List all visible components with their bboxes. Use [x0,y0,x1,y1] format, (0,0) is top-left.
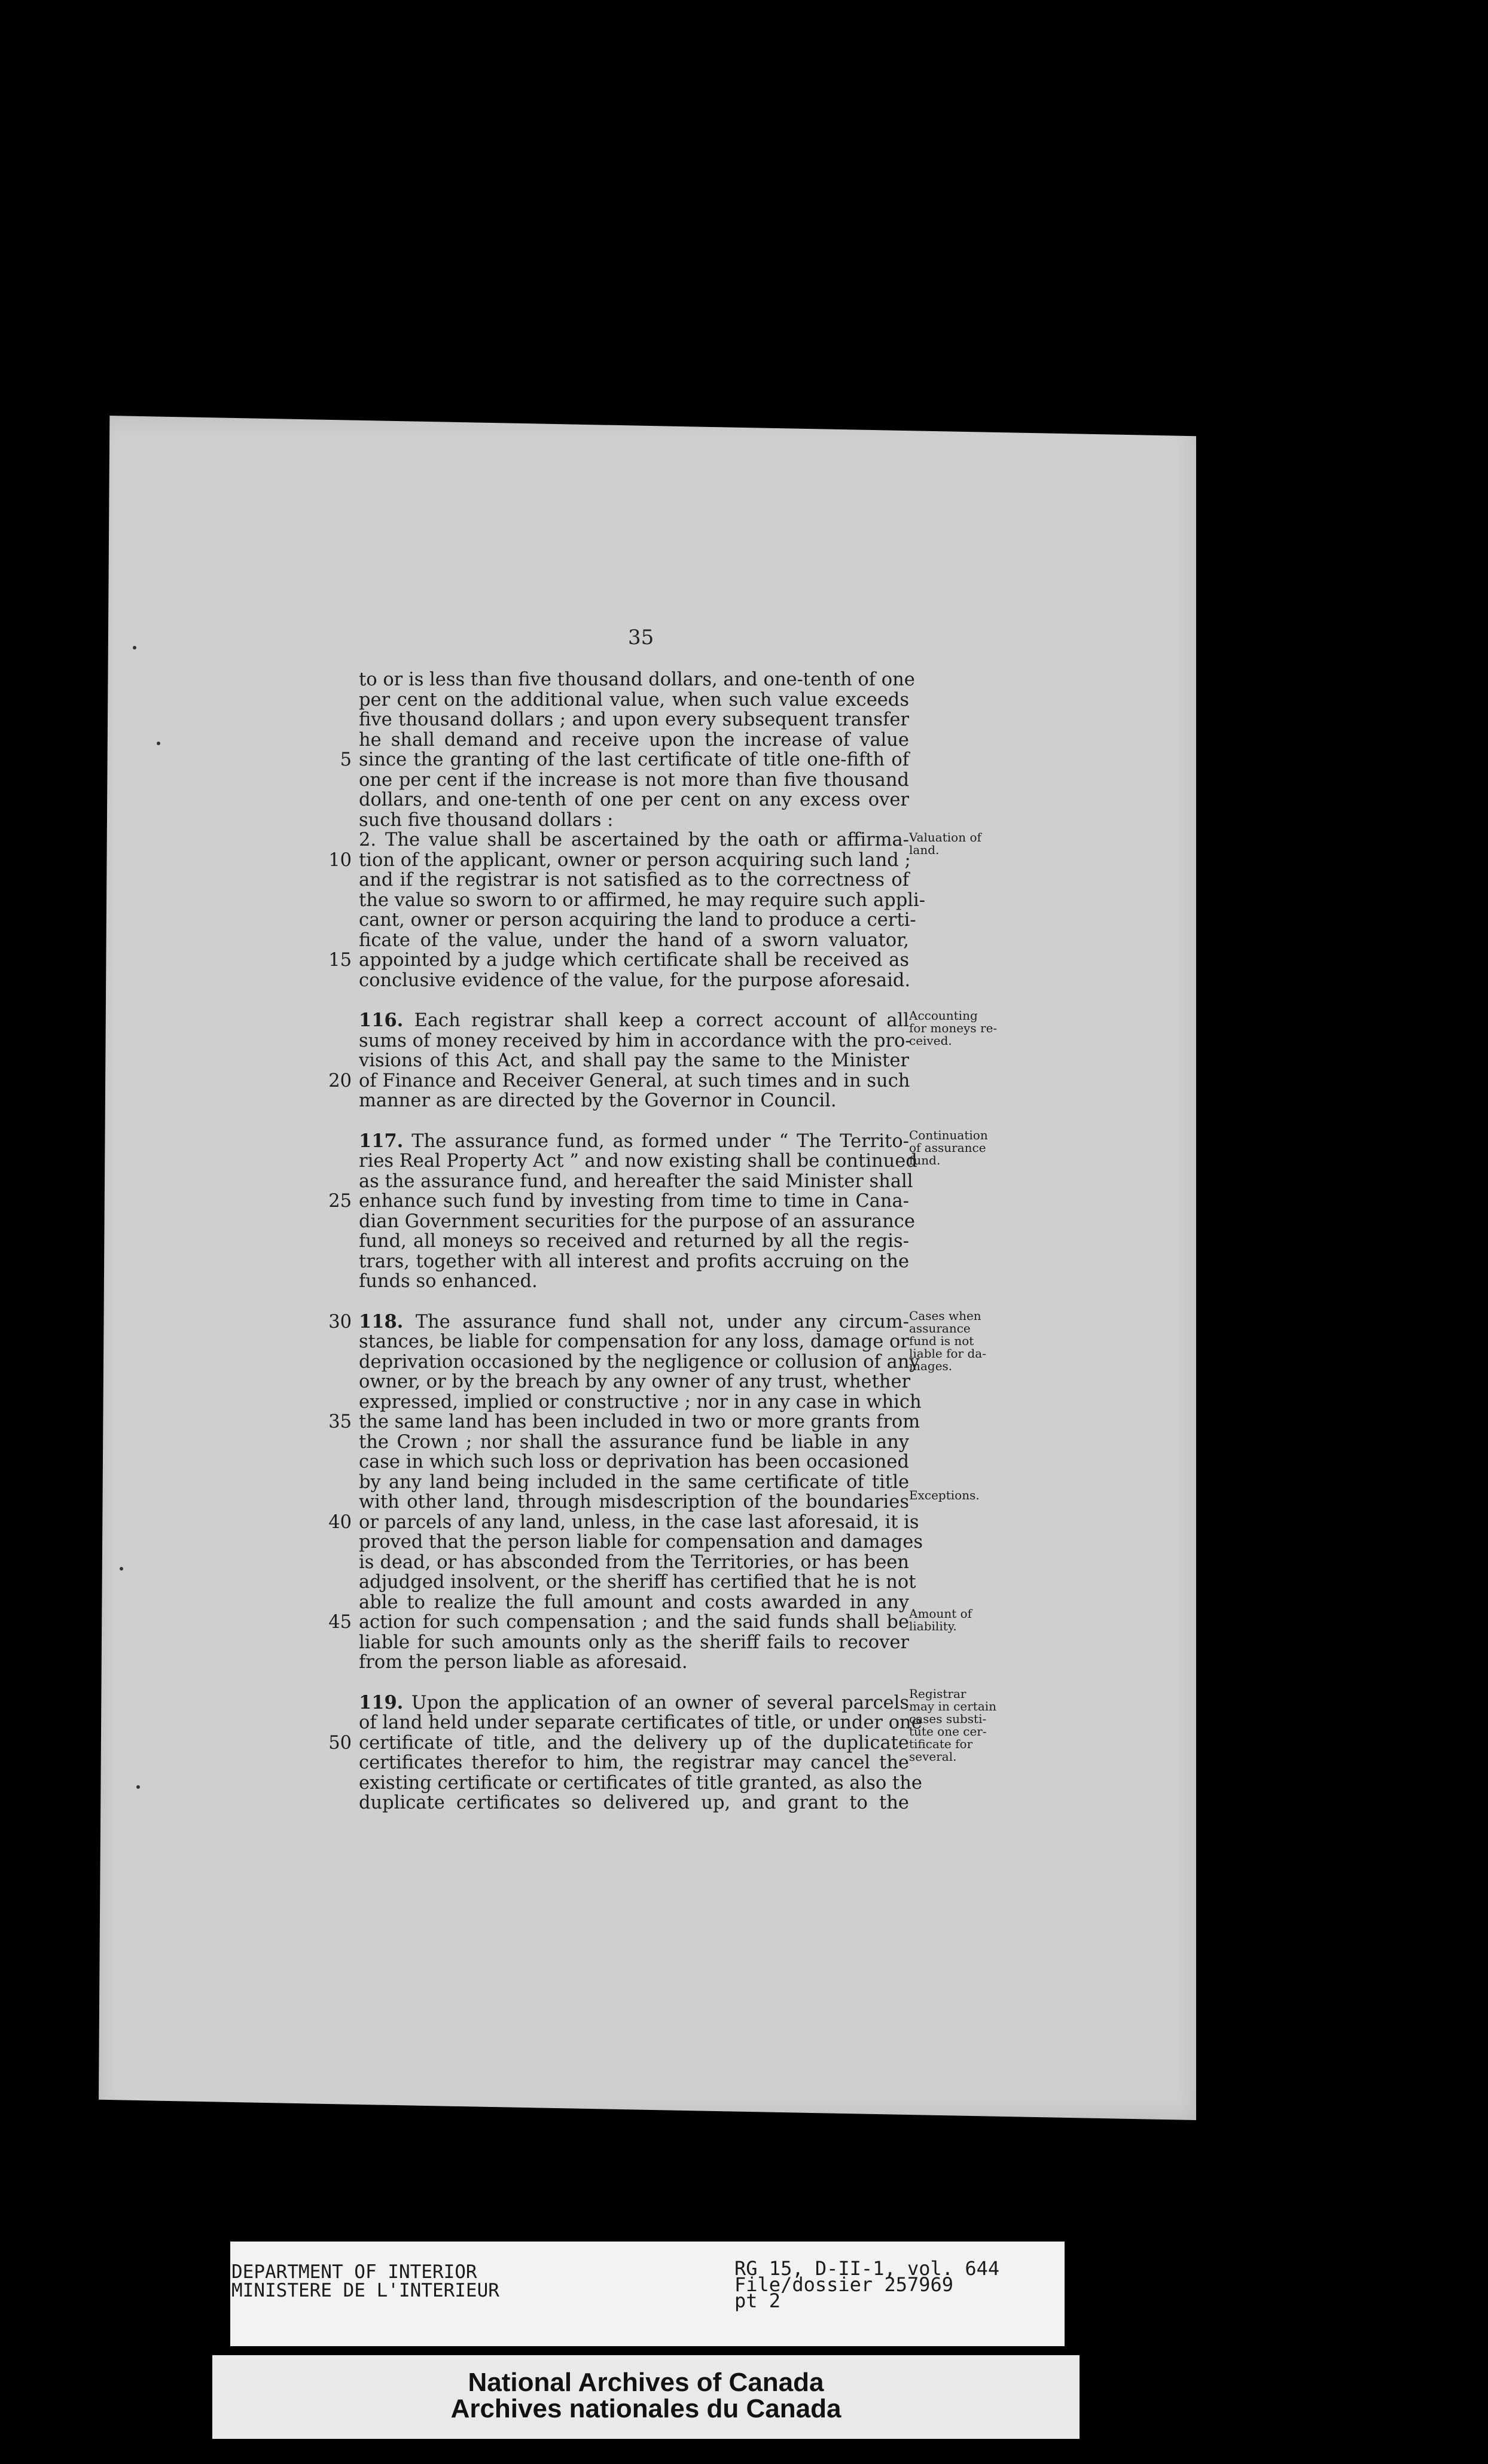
margin-note-line: may in certain [909,1699,997,1713]
line-text [359,1332,909,1352]
text-line [359,1572,916,1593]
margin-note [909,1489,1002,1502]
text-line [359,1432,909,1453]
line-content: adjudged insolvent, or the sheriff has certified that he is not [359,1572,916,1593]
line-content: Each registrar shall keep a correct account of all [414,1010,909,1031]
line-text [359,1553,909,1573]
line-text [359,1031,909,1051]
line-content: from the person liable as aforesaid. [359,1652,688,1673]
line-text [359,730,909,751]
line-number: 10 [328,849,352,871]
page-number: 35 [628,626,654,649]
margin-note [909,831,1002,856]
margin-note [909,1688,1002,1763]
line-text [359,1432,909,1453]
line-text [359,690,909,710]
text-line [328,1411,920,1432]
line-text [359,1091,909,1111]
line-number: 35 [328,1411,352,1432]
text-line [359,1652,909,1673]
paragraph-gap [359,1111,909,1132]
line-content: appointed by a judge which certificate shall be received as [359,950,909,971]
line-content: enhance such fund by investing from time to time in Cana- [359,1191,909,1212]
line-content: The assurance fund shall not, under any circum- [415,1311,909,1332]
text-line [359,790,909,810]
text-line [359,1492,909,1512]
line-content: the same land has been included in two or more grants from [359,1411,920,1432]
text-line [359,1372,909,1392]
margin-note-line: Accounting [909,1008,978,1023]
line-content: and if the registrar is not satisfied as to the correctness of [359,870,909,891]
line-text [359,669,915,690]
section-number: 117. [359,1130,404,1152]
line-number: 45 [328,1612,352,1633]
text-line [359,1391,922,1413]
text-line [328,1191,909,1212]
speck [136,1785,140,1789]
text-line [359,1051,909,1071]
line-content: certificates therefor to him, the registrar may cancel the [359,1752,909,1773]
line-number: 15 [328,950,352,971]
line-content: since the granting of the last certificate of title one-fifth of [359,749,909,770]
section-number: 118. [359,1310,404,1332]
line-text [359,1312,909,1332]
margin-note-line: land. [909,843,940,857]
line-text [359,850,909,871]
line-content: visions of this Act, and shall pay the same to the Minister [359,1050,909,1071]
line-content: as the assurance fund, and hereafter the said Minister shall [359,1170,913,1192]
line-content: action for such compensation ; and the said funds shall be [359,1612,909,1633]
line-content: manner as are directed by the Governor in Council. [359,1090,837,1111]
archives-name-fr: Archives nationales du Canada [450,2394,841,2423]
text-line [359,1472,909,1493]
speck [157,742,160,745]
paragraph-gap [359,1292,909,1312]
text-line [359,889,926,911]
line-content: five thousand dollars ; and upon every subsequent transfer [359,709,909,730]
archives-banner [212,2355,1080,2439]
line-text [359,750,909,770]
line-content: sums of money received by him in accordance with the pro- [359,1030,911,1051]
margin-note-line: Amount of [909,1606,972,1621]
line-text [359,971,909,991]
line-text [359,1210,915,1232]
line-text [359,931,909,951]
text-line [359,810,909,831]
text-line [359,1031,909,1051]
line-text [359,1532,923,1553]
line-content: by any land being included in the same certificate of title [359,1471,909,1493]
section-number: 119. [359,1691,404,1713]
line-text [359,1011,909,1031]
text-line [359,830,909,850]
line-text [359,889,926,911]
line-content: per cent on the additional value, when such value exceeds [359,689,909,710]
line-number: 5 [340,749,352,770]
archives-name-en: National Archives of Canada [468,2368,824,2397]
line-content: case in which such loss or deprivation has been occasioned [359,1451,909,1472]
text-line [359,1151,917,1172]
line-number: 30 [328,1311,352,1332]
text-line [359,770,909,791]
file-reference [734,2257,1000,2312]
text-line [359,669,915,690]
line-content: funds so enhanced. [359,1271,538,1292]
line-text [359,1132,909,1152]
text-line [359,1170,913,1192]
line-text [359,1693,909,1713]
margin-note [909,1010,1002,1047]
margin-note-line: ceived. [909,1033,952,1048]
line-text [359,1452,909,1472]
line-text [359,1231,909,1252]
line-content: tion of the applicant, owner or person acquiring such land ; [359,849,911,871]
margin-note-line: for moneys re- [909,1021,998,1035]
line-number: 25 [328,1191,352,1212]
line-text [359,1633,909,1653]
margin-note-line: tute one cer- [909,1724,987,1739]
text-line [359,1772,922,1794]
text-line [328,1070,910,1091]
text-line [359,1351,920,1373]
text-line [328,950,909,971]
speck [133,646,136,649]
text-line [328,849,911,871]
line-content: trars, together with all interest and profits accruing on the [359,1251,909,1272]
margin-note-line: Exceptions. [909,1488,980,1502]
line-text [359,1612,909,1633]
text-line [328,1612,909,1633]
line-text [359,910,916,931]
text-line [359,1712,922,1733]
line-text [359,1191,909,1212]
margin-note-line: of assurance [909,1140,986,1155]
line-content: the Crown ; nor shall the assurance fund be liable in any [359,1431,909,1453]
line-text [359,810,909,831]
line-text [359,1472,909,1493]
margin-note [909,1608,1002,1633]
line-number: 50 [328,1732,352,1754]
line-text [359,770,909,791]
text-line [359,1132,909,1152]
text-line [359,730,909,751]
margin-note [909,1310,1002,1373]
line-text [359,1051,909,1071]
line-content: dollars, and one-tenth of one per cent on any excess over [359,789,909,810]
text-line [328,1732,909,1754]
line-text [359,1593,909,1613]
line-text [359,1753,909,1773]
line-text [359,950,909,971]
text-line [359,690,909,710]
text-line [359,1753,909,1773]
margin-note-line: assurance [909,1321,971,1335]
line-text [359,1391,922,1413]
paragraph-gap [359,1673,909,1693]
line-text [359,1151,917,1172]
department-en: DEPARTMENT OF INTERIOR [231,2261,477,2283]
line-text [359,1652,909,1673]
text-line [328,1511,919,1533]
line-text [359,1772,922,1794]
reference-line-1: RG 15, D-II-1, vol. 644 [734,2257,1000,2280]
margin-note-line: liable for da- [909,1346,986,1361]
line-text [359,1372,909,1392]
speck [120,1567,123,1571]
section-number: 116. [359,1010,404,1031]
margin-note-line: fund is not [909,1334,974,1348]
line-content: such five thousand dollars : [359,809,614,831]
margin-note-line: Continuation [909,1128,988,1142]
line-text [359,1071,909,1091]
margin-note-line: Cases when [909,1309,981,1323]
margin-note-line: mages. [909,1359,953,1373]
text-line [340,749,909,770]
line-number: 40 [328,1511,352,1533]
line-text [359,1712,922,1733]
line-content: to or is less than five thousand dollars, and one-tenth of one [359,669,915,690]
line-content: proved that the person liable for compensation and damages [359,1532,923,1553]
line-text [359,710,909,730]
text-line [359,1593,909,1613]
text-line [359,1633,909,1653]
department-label [231,2263,499,2300]
margin-note-line: liability. [909,1619,957,1633]
paragraph-gap [359,990,909,1011]
line-content: the value so sworn to or affirmed, he may require such appli- [359,889,926,911]
text-line [359,1693,909,1713]
line-content: stances, be liable for compensation for any loss, damage or [359,1331,909,1352]
text-line [359,1452,909,1472]
line-content: one per cent if the increase is not more than five thousand [359,769,909,791]
line-text [359,1492,909,1512]
line-content: fund, all moneys so received and returned by all the regis- [359,1231,909,1252]
line-content: with other land, through misdescription of the boundaries [359,1492,909,1512]
line-content: able to realize the full amount and costs awarded in any [359,1591,909,1613]
line-text [359,870,909,891]
margin-note [909,1129,1002,1167]
text-line [359,971,909,991]
line-text [359,1411,920,1432]
line-content: of Finance and Receiver General, at such times and in such [359,1070,910,1091]
line-content: ries Real Property Act ” and now existing shall be continued [359,1151,917,1172]
reference-line-3: pt 2 [734,2289,781,2312]
line-content: existing certificate or certificates of title granted, as also the [359,1772,922,1794]
text-line [359,1793,909,1813]
line-text [359,1511,919,1533]
text-line [359,1553,909,1573]
reference-line-2: File/dossier 257969 [734,2273,954,2296]
text-line [359,1532,923,1553]
line-text [359,830,909,850]
margin-note-line: fund. [909,1153,941,1167]
text-line [359,1011,909,1031]
line-text [359,1351,920,1373]
line-text [359,1793,909,1813]
margin-note-line: Registrar [909,1687,966,1701]
line-content: or parcels of any land, unless, in the case last aforesaid, it is [359,1511,919,1533]
text-line [359,1271,909,1292]
line-content: certificate of title, and the delivery up of the duplicate [359,1732,909,1754]
text-line [359,910,916,931]
line-number: 20 [328,1070,352,1091]
line-text [359,790,909,810]
line-content: deprivation occasioned by the negligence or collusion of any [359,1351,920,1373]
line-text [359,1733,909,1754]
statute-text [328,669,926,1813]
line-content: liable for such amounts only as the sheriff fails to recover [359,1632,909,1653]
text-line [359,1252,909,1272]
line-text [359,1572,916,1593]
text-line [328,1310,909,1332]
line-content: The assurance fund, as formed under “ The Territo- [411,1130,909,1152]
line-content: ficate of the value, under the hand of a sworn valuator, [359,929,909,951]
text-line [359,1091,909,1111]
department-fr: MINISTERE DE L'INTERIEUR [231,2280,499,2301]
text-line [359,931,909,951]
line-content: dian Government securities for the purpose of an assurance [359,1210,915,1232]
line-content: he shall demand and receive upon the increase of value [359,729,909,751]
text-line [359,710,909,730]
line-text [359,1252,909,1272]
line-text [359,1271,909,1292]
margin-note-line: several. [909,1749,957,1764]
text-line [359,1332,909,1352]
line-content: owner, or by the breach by any owner of any trust, whether [359,1371,911,1392]
line-content: duplicate certificates so delivered up, and grant to the [359,1792,909,1813]
line-content: 2. The value shall be ascertained by the oath or affirma- [359,830,909,850]
margin-note-line: cases substi- [909,1712,987,1726]
line-content: is dead, or has absconded from the Territories, or has been [359,1551,909,1573]
line-content: cant, owner or person acquiring the land to produce a certi- [359,910,916,931]
line-content: conclusive evidence of the value, for the purpose aforesaid. [359,969,911,991]
text-line [359,1210,915,1232]
line-content: of land held under separate certificates of title, or under one [359,1712,922,1733]
margin-note-line: Valuation of [909,830,981,844]
text-line [359,870,909,891]
line-content: expressed, implied or constructive ; nor in any case in which [359,1391,922,1413]
line-content: Upon the application of an owner of several parcels [411,1692,909,1713]
line-text [359,1170,913,1192]
margin-note-line: tificate for [909,1737,973,1751]
text-line [359,1231,909,1252]
